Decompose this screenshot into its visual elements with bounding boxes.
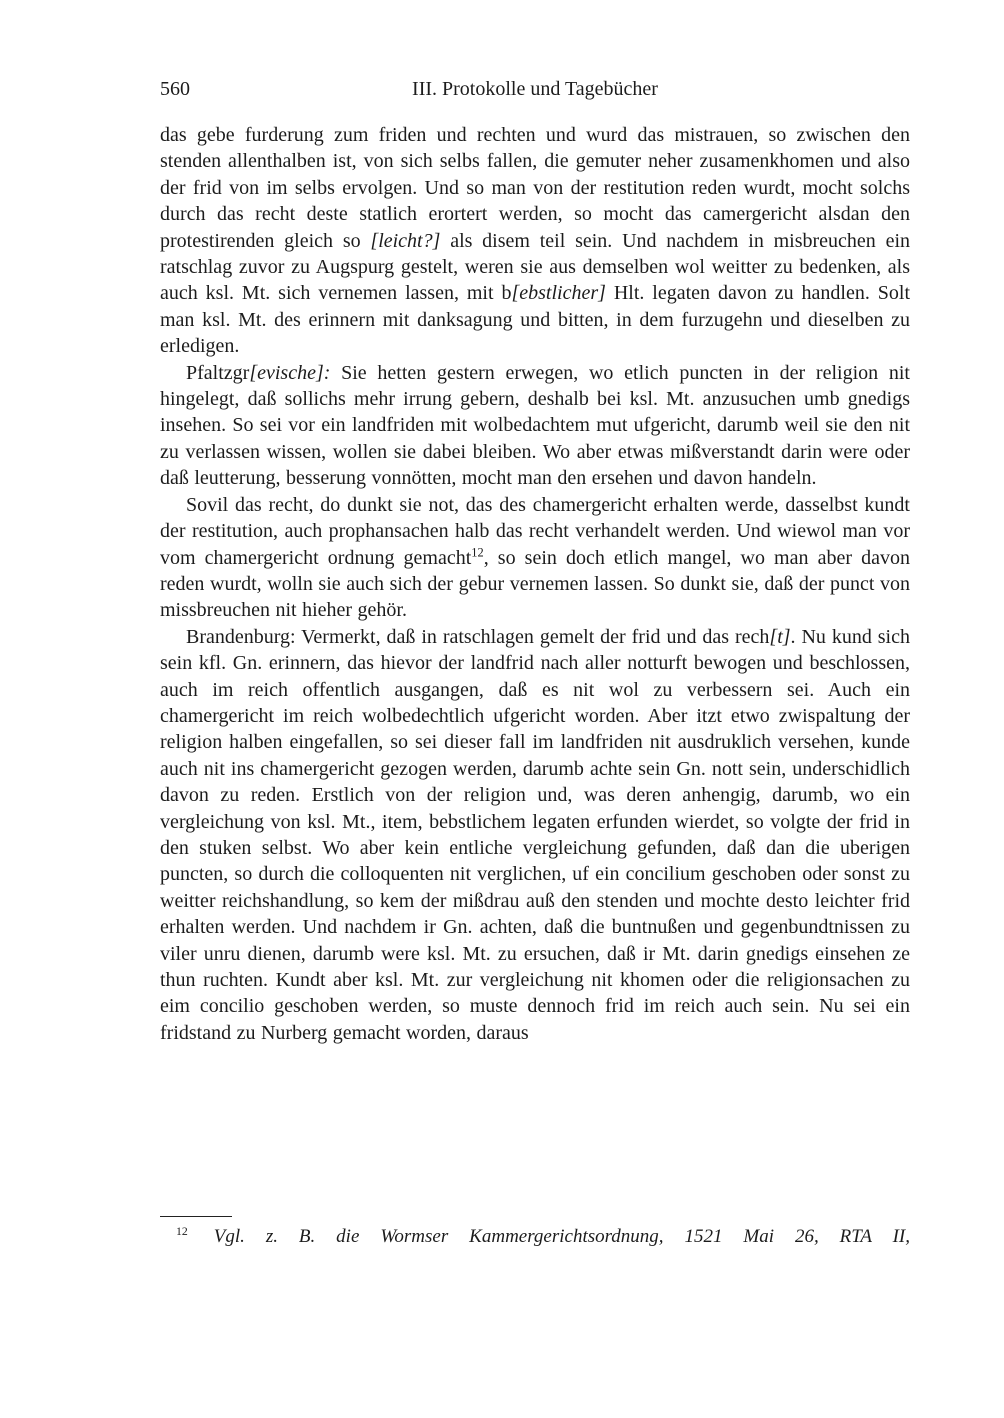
body-text [160,122,910,1046]
text-segment: [t] [769,625,791,648]
text-segment: Hlt. legaten davon zu handlen. Solt man ksl. Mt. des erinnern mit danksagung und bitten, in dem furzugehn und dieselben zu erledigen. [160,282,911,358]
text-segment: [leicht?] [370,229,441,252]
paragraph [160,624,910,1047]
text-segment: als disem teil sein. Und nachdem in misbreuchen ein ratschlag zuvor zu Augspurg gestelt, weren sie aus demselben wol weitter zu bedenken, als auch ksl. Mt. sich vernemen lassen, mit b [160,229,910,305]
footnote [160,1224,910,1249]
footnote-marker: 12 [176,1224,188,1238]
book-page [160,76,910,1046]
paragraph [160,360,910,492]
text-segment: [evische]: [249,361,331,384]
text-segment: Sovil das recht, do dunkt sie not, das des chamergericht erhalten werde, dasselbst kundt der restitution, auch prophansachen halb das recht verhandelt werden. Und wiewol man vor vom chamergericht ordnung gemacht [160,493,910,569]
text-segment: , so sein doch etlich mangel, wo man aber davon reden wurdt, wolln sie auch sich der gebur vernemen lassen. So dunkt sie, daß der punct von missbreuchen nit hieher gehör. [160,546,910,622]
footnote-reference: 12 [471,544,484,559]
page-number: 560 [160,78,190,100]
text-segment: Brandenburg: Vermerkt, daß in ratschlagen gemelt der frid und das rech [186,625,770,648]
paragraph [160,492,910,624]
text-segment: Sie hetten gestern erwegen, wo etlich puncten in der religion nit hingelegt, daß sollichs mehr irrung gebern, deshalb bei ksl. Mt. anzusuchen umb gnedigs insehen. So sei vor ein landfriden mit wolbedachtem mut ufgericht, darumb weil sie den nit zu verlassen wissen, wollen sie dabei bleiben. Wo aber etwas mißverstandt darin were oder daß leutterung, besserung vonnötten, mocht man den ersehen und davon handeln. [160,361,910,490]
text-segment: . Nu kund sich sein kfl. Gn. erinnern, das hievor der landfrid nach aller notturft bewogen und beschlossen, auch im reich offentlich ausgangen, daß es nit wol zu verbessern sei. Auch ein chamergericht im reich wolbedechtlich ufgericht worden. Aber itzt etwo zwispaltung der religion halben eingefallen, so sei dieser fall im landfriden nit ausdruklich versehen, kunde auch nit ins chamergericht gezogen werden, darumb achte sein Gn. nott sein, underschidlich davon zu reden. Erstlich von der religion und, was deren anhengig, darumb, wo ein vergleichung von ksl. Mt., item, bebstlichem legaten erfunden wierdet, so volgte der frid in den stuken selbst. Wo aber kein entliche vergleichung gefunden, daß dan die uberigen puncten, so durch die colloquenten nit verglichen, uf ein concilium geschoben oder sonst zu weitter reichshandlung, so kem der mißdrau auß den stenden und mochte desto leichter frid erhalten werden. Und nachdem ir Gn. achten, daß die buntnußen und gegenbundtnissen zu viler unru dienen, darumb were ksl. Mt. zu ersuchen, daß ir Mt. darin gnedigs einsehen ze thun ruchten. Kundt aber ksl. Mt. zur vergleichung nit khomen oder die religionsachen zu eim concilio geschoben werden, so muste dennoch frid im reich auch sein. Nu sei ein fridstand zu Nurberg gemacht worden, daraus [160,625,910,1044]
text-segment: [ebstlicher] [511,282,606,305]
text-segment: das gebe furderung zum friden und rechten und wurd das mistrauen, so zwischen den stenden allenthalben ist, von sich selbs fallen, die gemuter neher zusamenkhomen und also der frid von im selbs ervolgen. Und so man von der restitution reden wurdt, mocht solchs durch das recht deste statlich erortert werden, so mocht das camergericht alsdan den protestirenden gleich so [160,124,910,252]
footnote-text: Vgl. z. B. die Wormser Kammergerichtsordnung, 1521 Mai 26, RTA II, [213,1226,910,1247]
running-head: III. Protokolle und Tagebücher [412,78,658,100]
text-segment: Pfaltzgr [186,361,250,384]
paragraph [160,122,910,360]
page-header [160,76,910,102]
footnote-area [160,1216,910,1249]
footnote-rule [160,1216,232,1217]
